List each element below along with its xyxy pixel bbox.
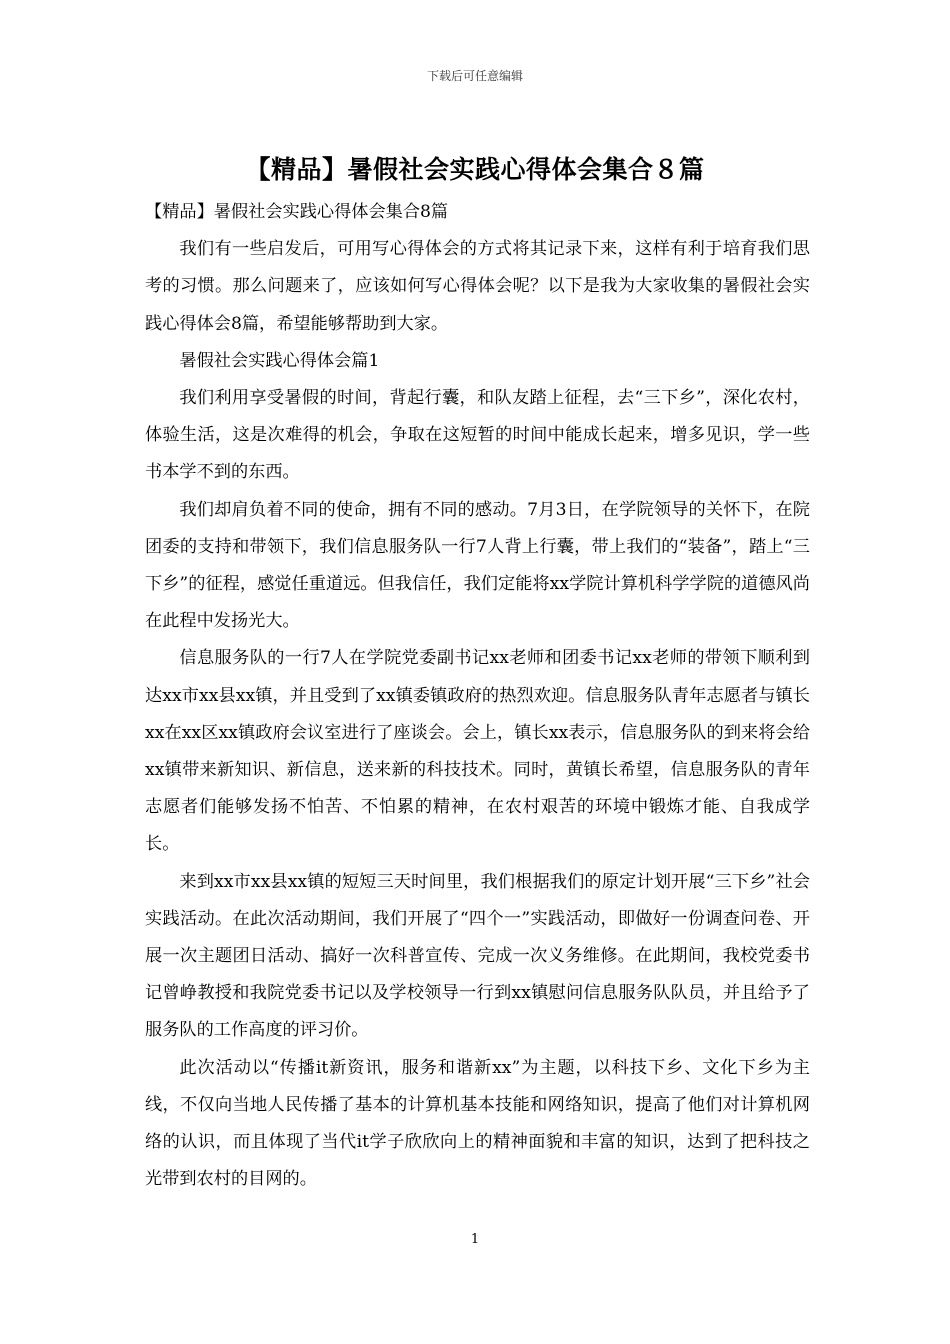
page-header: 下载后可任意编辑 [426, 69, 523, 83]
paragraph: 我们利用享受暑假的时间，背起行囊，和队友踏上征程，去“三下乡”，深化农村，体验生活，这是次难得的机会，争取在这短暂的时间中能成长起来，增多见识，学一些书本学不到的东西。 [145, 388, 810, 483]
section-heading: 暑假社会实践心得体会篇1 [179, 350, 380, 371]
paragraph: 来到xx市xx县xx镇的短短三天时间里，我们根据我们的原定计划开展“三下乡”社会实践活动。在此次活动期间，我们开展了“四个一”实践活动，即做好一份调查问卷、开展一次主题团日活动、搞好一次科普宣传、完成一次义务维修。在此期间，我校党委书记曾峥教授和我院党委书记以及学校领导一行到xx镇慰问信息服务队队员，并且给予了服务队的工作高度的评习价。 [145, 871, 810, 1041]
paragraph: 此次活动以“传播it新资讯，服务和谐新xx”为主题，以科技下乡、文化下乡为主线，不仅向当地人民传播了基本的计算机基本技能和网络知识，提高了他们对计算机网络的认识，而且体现了当代it学子欣欣向上的精神面貌和丰富的知识，达到了把科技之光带到农村的目网的。 [145, 1057, 810, 1190]
paragraph: 我们有一些启发后，可用写心得体会的方式将其记录下来，这样有利于培育我们思考的习惯。那么问题来了，应该如何写心得体会呢？以下是我为大家收集的暑假社会实践心得体会8篇，希望能够帮助到大家。 [145, 239, 810, 334]
paragraph: 信息服务队的一行7人在学院党委副书记xx老师和团委书记xx老师的带领下顺利到达xx市xx县xx镇，并且受到了xx镇委镇政府的热烈欢迎。信息服务队青年志愿者与镇长xx在xx区xx镇政府会议室进行了座谈会。会上，镇长xx表示，信息服务队的到来将会给xx镇带来新知识、新信息，送来新的科技技术。同时，黄镇长希望，信息服务队的青年志愿者们能够发扬不怕苦、不怕累的精神，在农村艰苦的环境中锻炼才能、自我成学长。 [145, 648, 810, 855]
document-body [145, 194, 810, 1198]
subtitle-line: 【精品】暑假社会实践心得体会集合8篇 [145, 202, 449, 222]
page-number: 1 [470, 1232, 480, 1247]
paragraph: 我们却肩负着不同的使命，拥有不同的感动。7月3日，在学院领导的关怀下，在院团委的支持和带领下，我们信息服务队一行7人背上行囊，带上我们的“装备”，踏上“三下乡”的征程，感觉任重道远。但我信任，我们定能将xx学院计算机科学学院的道德风尚在此程中发扬光大。 [145, 499, 810, 632]
document-title: 【精品】暑假社会实践心得体会集合８篇 [245, 155, 705, 184]
